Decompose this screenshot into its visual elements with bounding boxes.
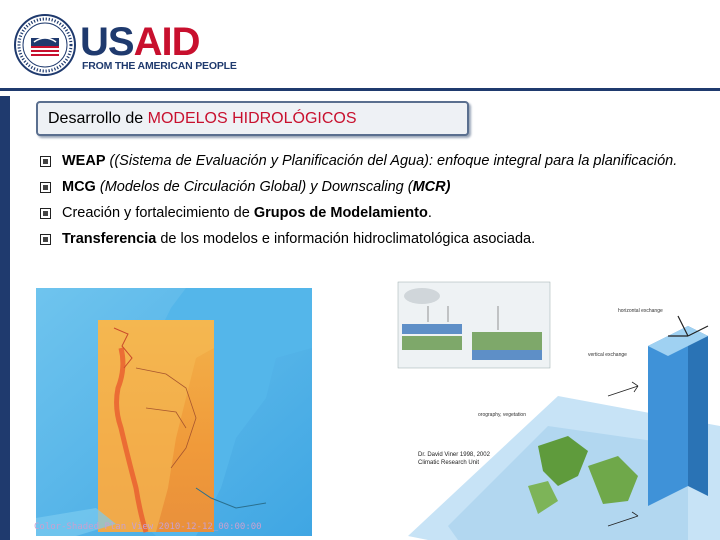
bullet-grupos-bold: Grupos de Modelamiento (253, 205, 428, 221)
header-divider (0, 88, 720, 91)
header (0, 0, 720, 88)
left-accent-bar (0, 96, 10, 540)
climate-map-image (36, 288, 312, 536)
bullet-item-weap (40, 152, 700, 170)
south-america-map-graphic (36, 288, 312, 536)
bullet-transferencia-text: de los modelos e información hidroclimatológica asociada. (156, 231, 536, 247)
checkbox-bullet-icon (40, 234, 51, 245)
slide-title-accent: MODELOS HIDROLÓGICOS (147, 110, 357, 127)
gcm-credit-1: Dr. David Viner 1998, 2002 (418, 452, 490, 458)
checkbox-bullet-icon (40, 182, 51, 193)
logo-us: US (80, 20, 134, 64)
bullet-mcr-bold: MCR) (412, 179, 451, 195)
bullet-weap-text: ((Sistema de Evaluación y Planificación del Agua): enfoque integral para la planificación. (105, 153, 678, 169)
logo-tagline: FROM THE AMERICAN PEOPLE (82, 60, 237, 72)
bullet-weap-bold: WEAP (62, 153, 106, 169)
usaid-seal-icon (14, 14, 76, 76)
bullet-mcg-bold: MCG (62, 179, 96, 195)
slide-title (48, 110, 357, 128)
svg-text:vertical exchange: vertical exchange (588, 352, 627, 358)
logo-aid: AID (133, 20, 200, 64)
bullet-grupos-text: Creación y fortalecimiento de (62, 205, 254, 221)
bullet-item-mcg (40, 178, 700, 196)
bullet-transferencia-bold: Transferencia (62, 231, 157, 247)
slide-title-box (36, 101, 469, 136)
checkbox-bullet-icon (40, 156, 51, 167)
svg-text:horizontal exchange: horizontal exchange (618, 308, 663, 314)
slide-title-prefix: Desarrollo de (48, 110, 148, 127)
bullet-item-grupos (40, 204, 700, 222)
bullet-list (40, 152, 700, 256)
svg-text:orography, vegetation: orography, vegetation (478, 412, 526, 418)
map-caption: Color-Shaded Plan View 2010-12-12_00:00:00 (34, 522, 262, 532)
bullet-grupos-end: . (427, 205, 432, 221)
bullet-mcg-text: (Modelos de Circulación Global) y Downscaling ( (95, 179, 413, 195)
gcm-downscaling-illustration (388, 276, 720, 540)
bullet-item-transferencia (40, 230, 700, 248)
checkbox-bullet-icon (40, 208, 51, 219)
gcm-credit-2: Climatic Research Unit (418, 460, 480, 466)
usaid-wordmark (80, 20, 199, 64)
gcm-diagram-graphic (388, 276, 720, 540)
